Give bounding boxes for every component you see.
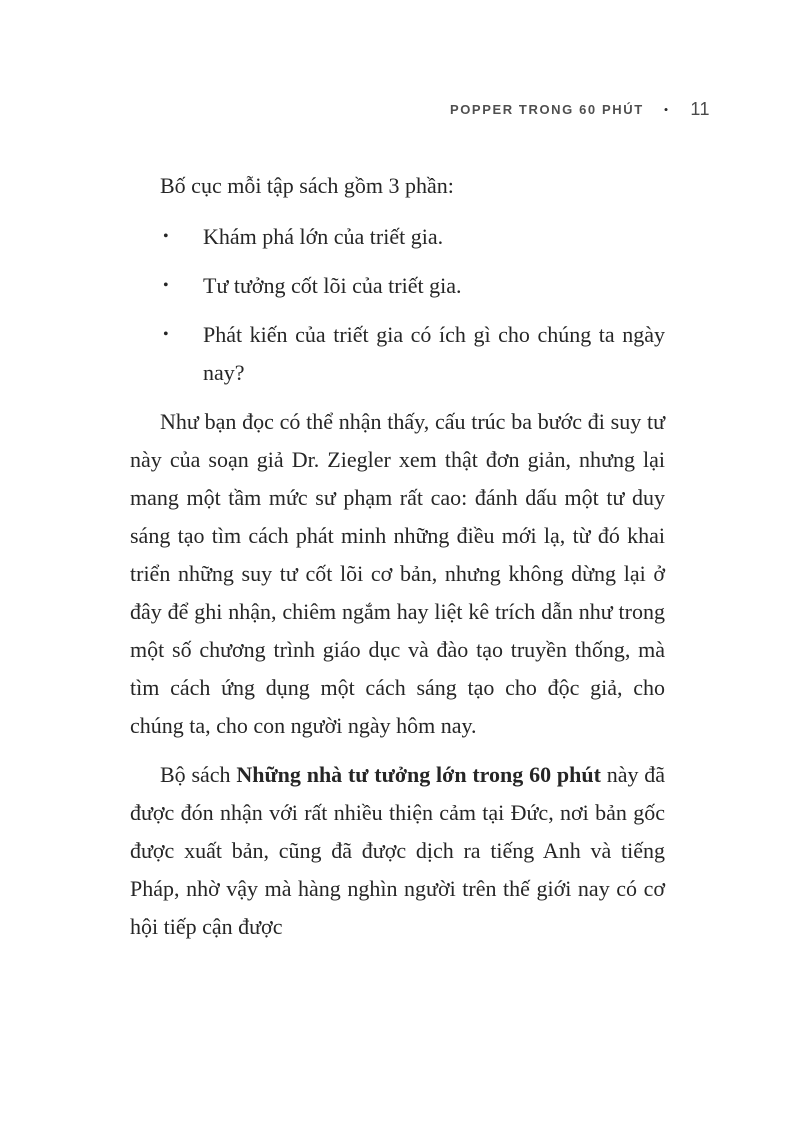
paragraph-rest-text: này đã được đón nhận với rất nhiều thiện cảm tại Đức, nơi bản gốc được xuất bản, cũng đã được dịch ra tiếng Anh và tiếng Pháp, nhờ vậy mà hàng nghìn người trên thế giới nay có cơ hội tiếp cận được [130,762,666,939]
bullet-icon: • [163,277,169,294]
running-head [450,99,710,120]
running-head-title: POPPER TRONG 60 PHÚT [449,102,644,117]
list-item-text: Tư tưởng cốt lõi của triết gia. [203,273,462,298]
paragraph [130,756,665,946]
bullet-icon: • [163,228,169,245]
paragraph: Như bạn đọc có thể nhận thấy, cấu trúc ba bước đi suy tư này của soạn giả Dr. Ziegler xem thật đơn giản, nhưng lại mang một tầm mức sư phạm rất cao: đánh dấu một tư duy sáng tạo tìm cách phát minh những điều mới lạ, từ đó khai triển những suy tư cốt lõi cơ bản, nhưng không dừng lại ở đây để ghi nhận, chiêm ngắm hay liệt kê trích dẫn như trong một số chương trình giáo dục và đào tạo truyền thống, mà tìm cách ứng dụng một cách sáng tạo cho độc giả, cho chúng ta, cho con người ngày hôm nay. [130,409,665,738]
list-item-text: Phát kiến của triết gia có ích gì cho chúng ta ngày nay? [203,322,665,385]
running-head-separator-icon: • [663,102,669,117]
page-body [130,167,665,957]
list-item [130,316,665,392]
intro-line: Bố cục mỗi tập sách gồm 3 phần: [160,173,454,198]
list-item-text: Khám phá lớn của triết gia. [203,224,444,249]
paragraph-lead-text: Bộ sách [160,762,237,787]
bullet-icon: • [163,326,169,343]
bullet-list [130,218,665,392]
page-number: 11 [690,99,710,119]
list-item [130,218,665,256]
book-series-title-bold: Những nhà tư tưởng lớn trong 60 phút [236,762,601,787]
list-item [130,267,665,305]
